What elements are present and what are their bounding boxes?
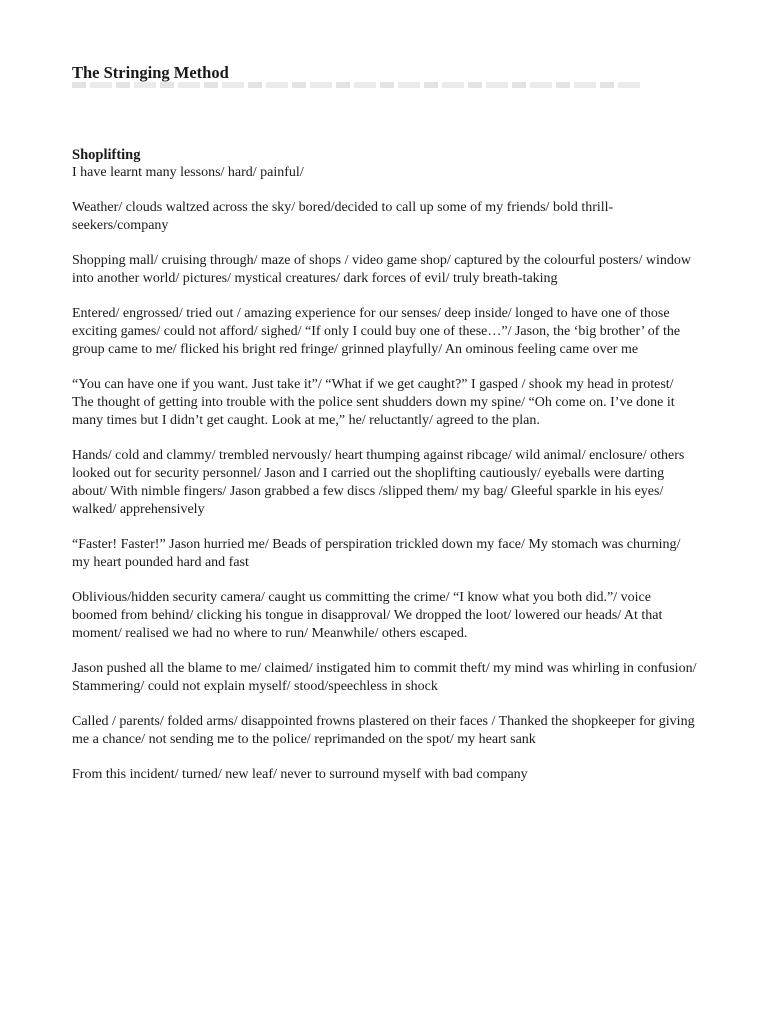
paragraph-6: Hands/ cold and clammy/ trembled nervously/ heart thumping against ribcage/ wild animal/ enclosure/ others looked out for security personnel/ Jason and I carried out the shoplifting cautiously/ eyeballs were darting about/ With nimble fingers/ Jason grabbed a few discs /slipped them/ my bag/ Gleeful sparkle in his eyes/ walked/ apprehensively [72, 448, 685, 517]
paragraph-10: Called / parents/ folded arms/ disappointed frowns plastered on their faces / Thanked the shopkeeper for giving me a chance/ not sending me to the police/ reprimanded on the spot/ my heart sank [72, 714, 695, 747]
paragraph-2: Weather/ clouds waltzed across the sky/ bored/decided to call up some of my friends/ bold thrill-seekers/company [72, 200, 614, 234]
paragraph-1: I have learnt many lessons/ hard/ painful/ [72, 165, 304, 180]
paragraph-4: Entered/ engrossed/ tried out / amazing experience for our senses/ deep inside/ longed to have one of those exciting games/ could not afford/ sighed/ “If only I could buy one of these…”/ Jason, the ‘big brother’ of the group came to me/ flicked his bright red fringe/ grinned playfully/ An ominous feeling came over me [72, 306, 681, 358]
document-title: The Stringing Method [72, 63, 229, 82]
document-page [72, 62, 698, 801]
paragraph-7: “Faster! Faster!” Jason hurried me/ Beads of perspiration trickled down my face/ My stomach was churning/ my heart pounded hard and fast [72, 536, 681, 570]
paragraph-5: “You can have one if you want. Just take it”/ “What if we get caught?” I gasped / shook my head in protest/ The thought of getting into trouble with the police sent shudders down my spine/ “Oh come on. I’ve done it many times but I didn’t get caught. Look at me,” he/ reluctantly/ agreed to the plan. [72, 377, 675, 428]
paragraph-11: From this incident/ turned/ new leaf/ never to surround myself with bad company [72, 767, 528, 783]
paragraph-3: Shopping mall/ cruising through/ maze of shops / video game shop/ captured by the colourful posters/ window into another world/ pictures/ mystical creatures/ dark forces of evil/ truly breath-taking [72, 253, 692, 287]
faded-subtitle-text [72, 82, 642, 88]
paragraph-8: Oblivious/hidden security camera/ caught us committing the crime/ “I know what you both did.”/ voice boomed from behind/ clicking his tongue in disapproval/ We dropped the loot/ lowered our heads/ At that moment/ realised we had no where to run/ Meanwhile/ others escaped. [72, 590, 663, 641]
paragraph-9: Jason pushed all the blame to me/ claimed/ instigated him to commit theft/ my mind was whirling in confusion/ Stammering/ could not explain myself/ stood/speechless in shock [72, 660, 697, 694]
section-heading: Shoplifting [72, 147, 141, 163]
